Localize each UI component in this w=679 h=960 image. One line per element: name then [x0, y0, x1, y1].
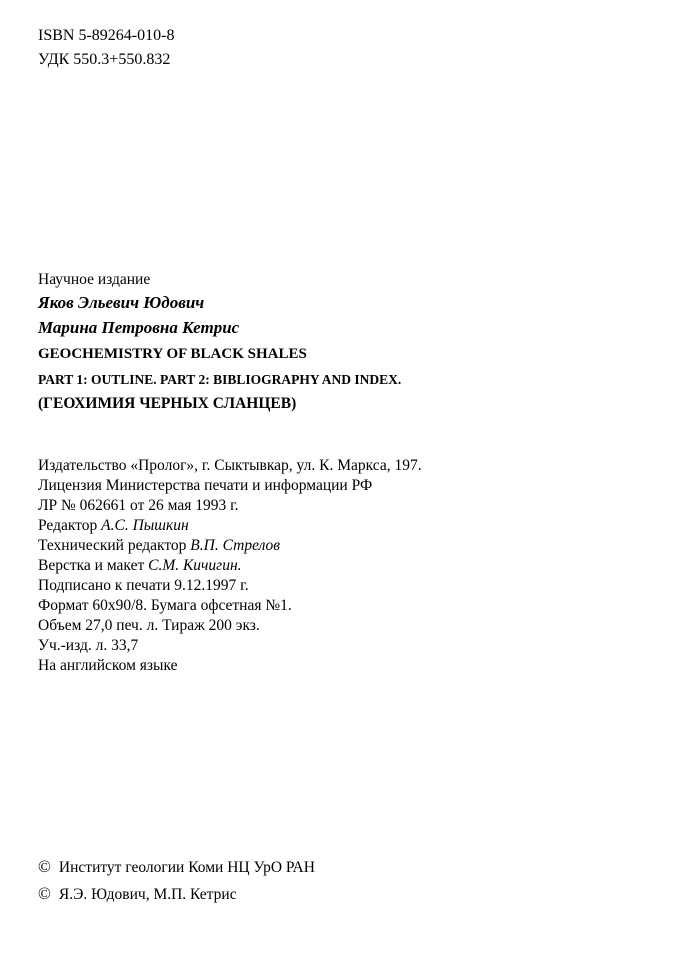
russian-title: (ГЕОХИМИЯ ЧЕРНЫХ СЛАНЦЕВ) [38, 395, 297, 412]
lr-number: ЛР № 062661 от 26 мая 1993 г. [38, 497, 239, 514]
signed-date: Подписано к печати 9.12.1997 г. [38, 577, 249, 594]
copyright-icon: © [38, 857, 51, 876]
editor-name: А.С. Пышкин [101, 517, 189, 534]
udk: УДК 550.3+550.832 [38, 51, 171, 68]
format: Формат 60х90/8. Бумага офсетная №1. [38, 597, 292, 614]
copyright-icon: © [38, 884, 51, 903]
editor-label: Редактор [38, 517, 98, 534]
tech-editor-name: В.П. Стрелов [190, 537, 281, 554]
publisher: Издательство «Пролог», г. Сыктывкар, ул. К. Маркса, 197. [38, 457, 422, 474]
book-subtitle: PART 1: OUTLINE. PART 2: BIBLIOGRAPHY AND INDEX. [38, 372, 402, 387]
license: Лицензия Министерства печати и информации РФ [38, 477, 373, 494]
layout-line [38, 557, 242, 575]
copyright-institute-line [38, 858, 315, 877]
editor-line [38, 517, 189, 535]
copyright-authors: Я.Э. Юдович, М.П. Кетрис [58, 886, 237, 903]
copyright-institute: Институт геологии Коми НЦ УрО РАН [58, 859, 315, 876]
author-2: Марина Петровна Кетрис [38, 318, 240, 337]
pub-sheets: Уч.-изд. л. 33,7 [38, 637, 139, 654]
layout-label: Верстка и макет [38, 557, 145, 574]
volume: Объем 27,0 печ. л. Тираж 200 экз. [38, 617, 260, 634]
edition-type: Научное издание [38, 271, 151, 288]
language: На английском языке [38, 657, 178, 674]
copyright-authors-line [38, 885, 237, 904]
isbn: ISBN 5-89264-010-8 [38, 27, 175, 44]
layout-name: С.М. Кичигин. [148, 557, 242, 574]
book-title: GEOCHEMISTRY OF BLACK SHALES [38, 346, 307, 362]
tech-editor-label: Технический редактор [38, 537, 187, 554]
tech-editor-line [38, 537, 280, 555]
author-1: Яков Эльевич Юдович [38, 293, 205, 312]
